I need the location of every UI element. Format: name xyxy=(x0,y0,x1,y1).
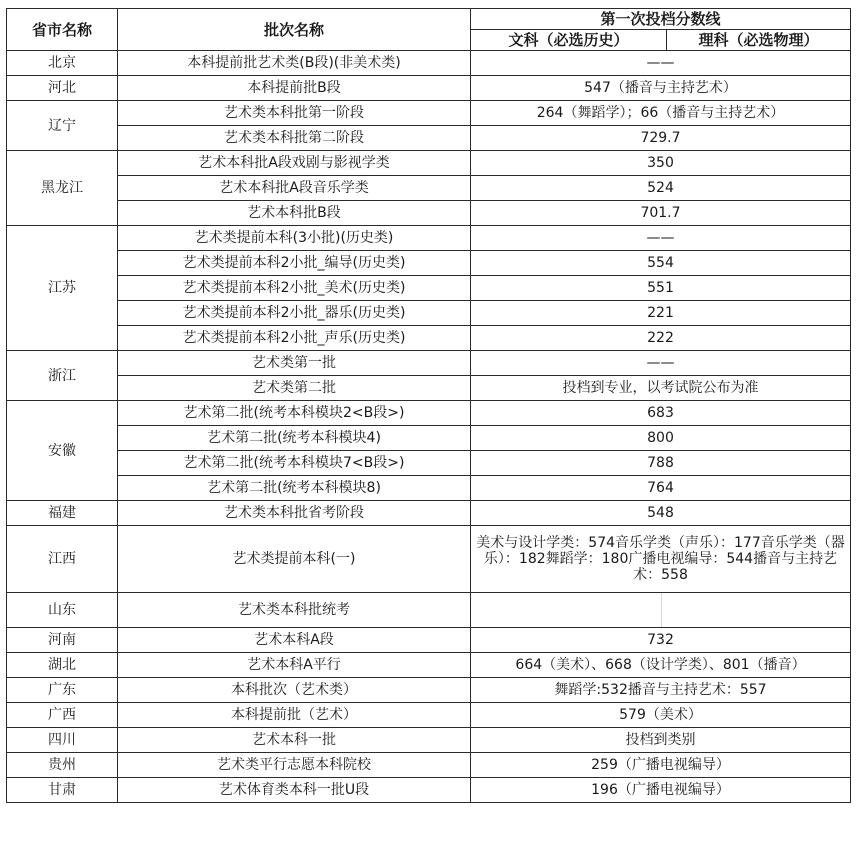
batch-cell: 艺术本科一批 xyxy=(118,728,471,753)
table-row xyxy=(7,351,851,376)
batch-cell: 艺术类本科批省考阶段 xyxy=(118,501,471,526)
header-arts: 文科（必选历史） xyxy=(471,30,667,51)
table-row xyxy=(7,201,851,226)
table-row xyxy=(7,401,851,426)
score-cell: 548 xyxy=(471,501,851,526)
batch-cell: 本科批次（艺术类） xyxy=(118,678,471,703)
batch-cell: 艺术类提前本科(一) xyxy=(118,526,471,593)
score-cell: 259（广播电视编导） xyxy=(471,753,851,778)
score-cell xyxy=(471,593,851,628)
table-row xyxy=(7,728,851,753)
batch-cell: 本科提前批艺术类(B段)(非美术类) xyxy=(118,51,471,76)
batch-cell: 艺术类第一批 xyxy=(118,351,471,376)
batch-cell: 艺术类提前本科2小批_美术(历史类) xyxy=(118,276,471,301)
batch-cell: 艺术类本科批统考 xyxy=(118,593,471,628)
batch-cell: 艺术本科批B段 xyxy=(118,201,471,226)
divider xyxy=(661,593,662,627)
score-cell: —— xyxy=(471,226,851,251)
batch-cell: 艺术第二批(统考本科模块7<B段>) xyxy=(118,451,471,476)
table-row xyxy=(7,476,851,501)
province-cell: 山东 xyxy=(7,593,118,628)
score-cell: 701.7 xyxy=(471,201,851,226)
score-cell: 投档到类别 xyxy=(471,728,851,753)
header-batch: 批次名称 xyxy=(118,9,471,51)
province-cell: 江西 xyxy=(7,526,118,593)
batch-cell: 本科提前批B段 xyxy=(118,76,471,101)
province-cell: 河南 xyxy=(7,628,118,653)
table-row xyxy=(7,678,851,703)
score-cell: 196（广播电视编导） xyxy=(471,778,851,803)
score-cell: 舞蹈学:532播音与主持艺术：557 xyxy=(471,678,851,703)
table-row xyxy=(7,301,851,326)
score-cell: 222 xyxy=(471,326,851,351)
batch-cell: 艺术类第二批 xyxy=(118,376,471,401)
batch-cell: 本科提前批（艺术） xyxy=(118,703,471,728)
score-cell: 729.7 xyxy=(471,126,851,151)
province-cell: 黑龙江 xyxy=(7,151,118,226)
batch-cell: 艺术体育类本科一批U段 xyxy=(118,778,471,803)
province-cell: 甘肃 xyxy=(7,778,118,803)
table-row xyxy=(7,251,851,276)
table-row xyxy=(7,526,851,593)
batch-cell: 艺术类本科批第二阶段 xyxy=(118,126,471,151)
batch-cell: 艺术本科A平行 xyxy=(118,653,471,678)
batch-cell: 艺术类本科批第一阶段 xyxy=(118,101,471,126)
score-cell: 788 xyxy=(471,451,851,476)
table-row xyxy=(7,703,851,728)
table-row xyxy=(7,501,851,526)
score-cell: 579（美术） xyxy=(471,703,851,728)
table-row xyxy=(7,101,851,126)
header-score-group: 第一次投档分数线 xyxy=(471,9,851,30)
header-province: 省市名称 xyxy=(7,9,118,51)
score-cell: 664（美术）、668（设计学类）、801（播音） xyxy=(471,653,851,678)
score-table-container xyxy=(6,8,850,803)
province-cell: 江苏 xyxy=(7,226,118,351)
header-science: 理科（必选物理） xyxy=(667,30,851,51)
table-row xyxy=(7,326,851,351)
table-row xyxy=(7,151,851,176)
score-cell: 554 xyxy=(471,251,851,276)
batch-cell: 艺术第二批(统考本科模块8) xyxy=(118,476,471,501)
batch-cell: 艺术本科批A段戏剧与影视学类 xyxy=(118,151,471,176)
score-cell: 551 xyxy=(471,276,851,301)
table-row xyxy=(7,51,851,76)
batch-cell: 艺术类平行志愿本科院校 xyxy=(118,753,471,778)
batch-cell: 艺术类提前本科2小批_声乐(历史类) xyxy=(118,326,471,351)
score-cell: 350 xyxy=(471,151,851,176)
table-row xyxy=(7,593,851,628)
table-row xyxy=(7,778,851,803)
score-cell: 投档到专业，以考试院公布为准 xyxy=(471,376,851,401)
score-cell: 683 xyxy=(471,401,851,426)
table-row xyxy=(7,126,851,151)
score-cell: 547（播音与主持艺术） xyxy=(471,76,851,101)
score-cell: —— xyxy=(471,51,851,76)
table-row xyxy=(7,226,851,251)
score-cell: 524 xyxy=(471,176,851,201)
province-cell: 河北 xyxy=(7,76,118,101)
score-cell: 732 xyxy=(471,628,851,653)
score-cell: 764 xyxy=(471,476,851,501)
batch-cell: 艺术类提前本科(3小批)(历史类) xyxy=(118,226,471,251)
table-row xyxy=(7,376,851,401)
batch-cell: 艺术本科批A段音乐学类 xyxy=(118,176,471,201)
score-cell: 221 xyxy=(471,301,851,326)
table-row xyxy=(7,276,851,301)
batch-cell: 艺术类提前本科2小批_器乐(历史类) xyxy=(118,301,471,326)
score-cell: 264（舞蹈学）；66（播音与主持艺术） xyxy=(471,101,851,126)
score-cell: —— xyxy=(471,351,851,376)
province-cell: 安徽 xyxy=(7,401,118,501)
province-cell: 福建 xyxy=(7,501,118,526)
table-row xyxy=(7,628,851,653)
province-cell: 广东 xyxy=(7,678,118,703)
province-cell: 湖北 xyxy=(7,653,118,678)
table-row xyxy=(7,426,851,451)
table-row xyxy=(7,653,851,678)
score-cell: 800 xyxy=(471,426,851,451)
score-table xyxy=(6,8,851,803)
province-cell: 广西 xyxy=(7,703,118,728)
batch-cell: 艺术类提前本科2小批_编导(历史类) xyxy=(118,251,471,276)
header-row xyxy=(7,9,851,30)
table-row xyxy=(7,753,851,778)
province-cell: 辽宁 xyxy=(7,101,118,151)
batch-cell: 艺术本科A段 xyxy=(118,628,471,653)
batch-cell: 艺术第二批(统考本科模块4) xyxy=(118,426,471,451)
province-cell: 浙江 xyxy=(7,351,118,401)
score-cell: 美术与设计学类：574音乐学类（声乐）：177音乐学类（器乐）：182舞蹈学：180广播电视编导：544播音与主持艺术：558 xyxy=(471,526,851,593)
table-row xyxy=(7,176,851,201)
province-cell: 北京 xyxy=(7,51,118,76)
table-row xyxy=(7,451,851,476)
table-row xyxy=(7,76,851,101)
batch-cell: 艺术第二批(统考本科模块2<B段>) xyxy=(118,401,471,426)
province-cell: 贵州 xyxy=(7,753,118,778)
province-cell: 四川 xyxy=(7,728,118,753)
